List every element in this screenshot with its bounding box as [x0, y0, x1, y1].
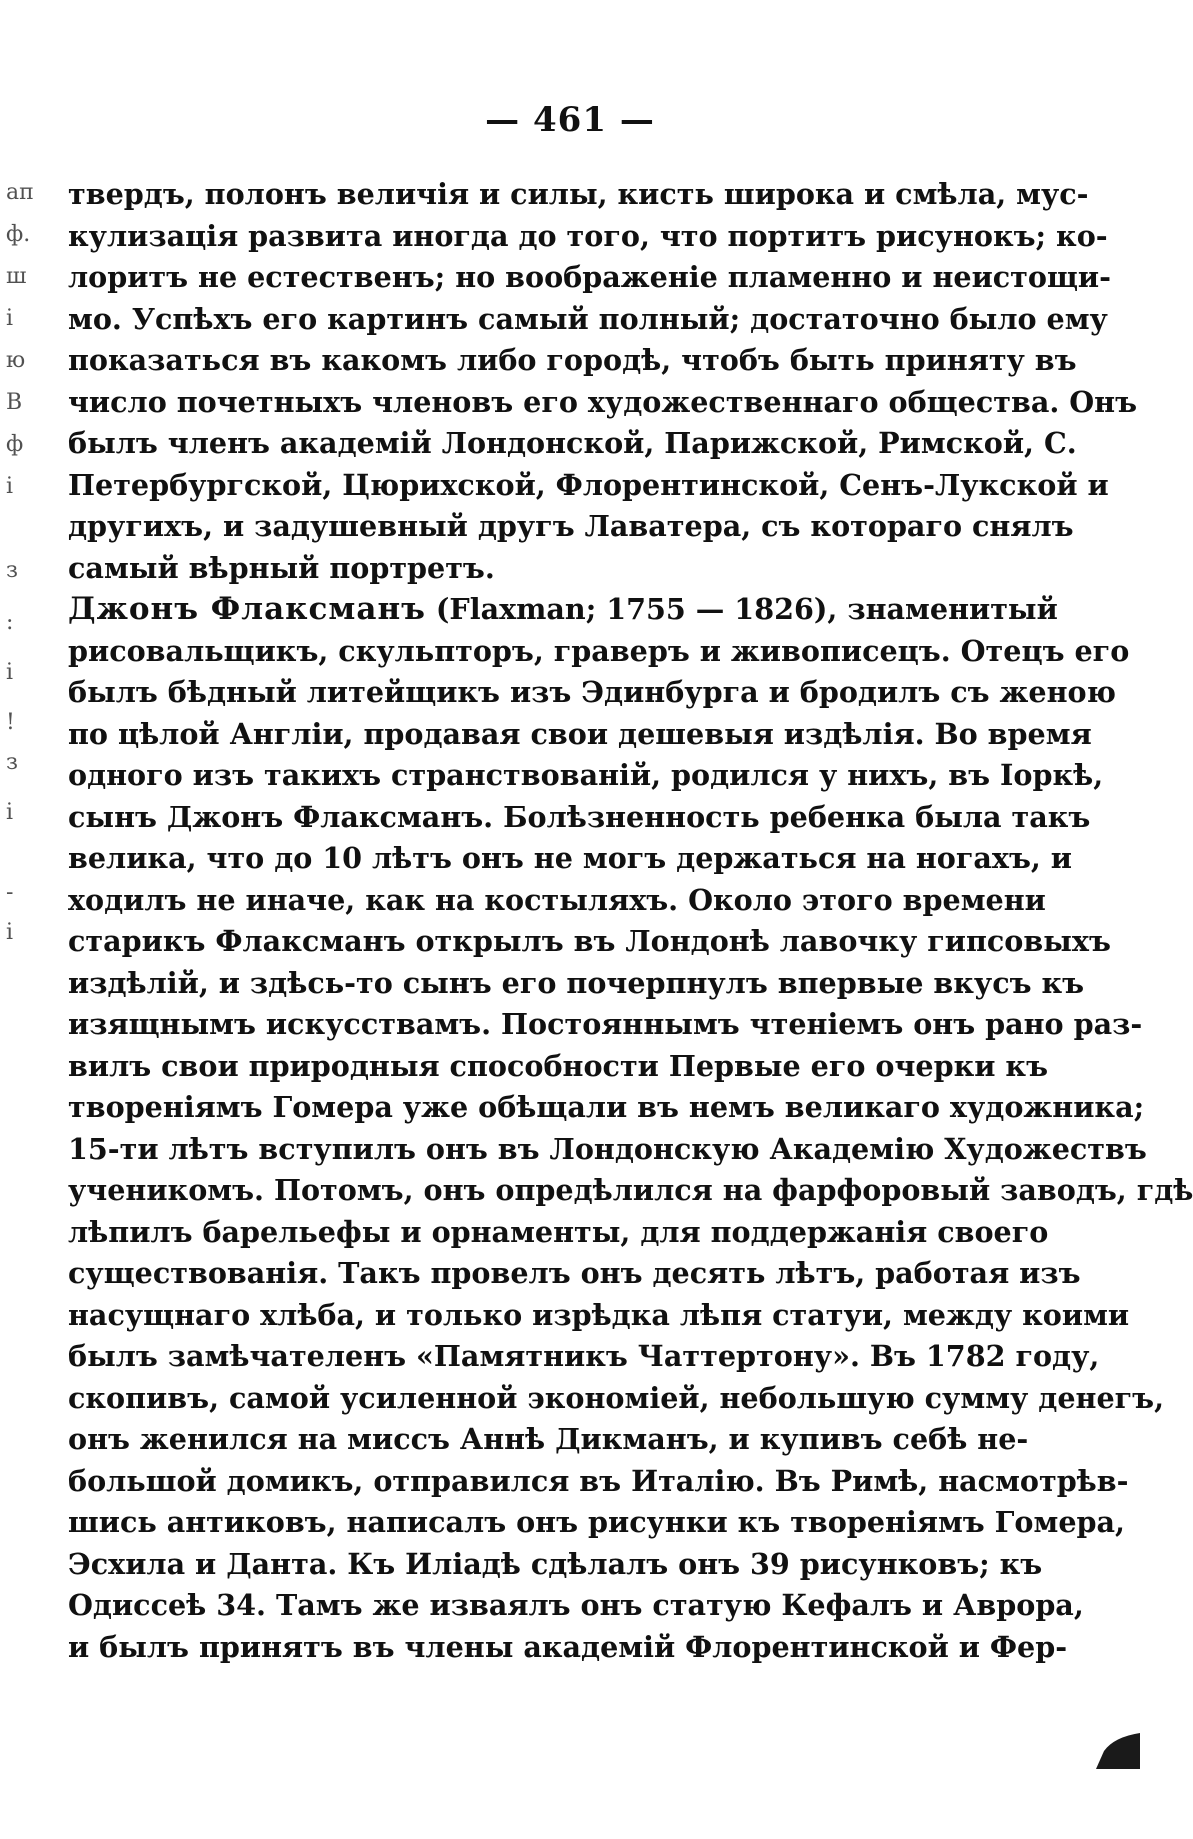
margin-fragment: і	[6, 920, 14, 945]
margin-fragment: ф.	[6, 222, 31, 247]
margin-fragment: з	[6, 750, 18, 775]
text-line: изящнымъ искусствамъ. Постояннымъ чтеніемъ онъ рано раз-	[68, 1007, 1143, 1041]
text-line: Эсхила и Данта. Къ Иліадѣ сдѣлалъ онъ 39 рисунковъ; къ	[68, 1546, 1043, 1581]
text-line: насущнаго хлѣба, и только изрѣдка лѣпя статуи, между коими	[68, 1297, 1130, 1332]
margin-fragment: ф	[6, 432, 24, 457]
text-line: лѣпилъ барельефы и орнаменты, для поддержанія своего	[68, 1214, 1049, 1249]
text-line: показаться въ какомъ либо городѣ, чтобъ быть приняту въ	[68, 343, 1077, 377]
text-line: вилъ свои природныя способности Первые его очерки къ	[68, 1048, 1049, 1083]
text-line: и былъ принятъ въ члены академій Флорентинской и Фер-	[68, 1629, 1068, 1664]
body-text	[68, 174, 1193, 1668]
text-line: существованія. Такъ провелъ онъ десять лѣтъ, работая изъ	[68, 1256, 1081, 1290]
text-line: рисовальщикъ, скульпторъ, граверъ и живописецъ. Отецъ его	[68, 633, 1130, 668]
text-line: издѣлій, и здѣсь-то сынъ его почерпнулъ впервые вкусъ къ	[68, 965, 1085, 1000]
text-line: онъ женился на миссъ Аннѣ Дикманъ, и купивъ себѣ не-	[68, 1422, 1029, 1456]
page-corner-mark	[1094, 1729, 1140, 1769]
text-line: одного изъ такихъ странствованій, родился у нихъ, въ Іоркѣ,	[68, 758, 1104, 792]
text-line: по цѣлой Англіи, продавая свои дешевыя издѣлія. Во время	[68, 716, 1092, 751]
text-line: былъ бѣдный литейщикъ изъ Эдинбурга и бродилъ съ женою	[68, 675, 1116, 709]
text-line: былъ замѣчателенъ «Памятникъ Чаттертону». Въ 1782 году,	[68, 1339, 1100, 1373]
text-line: лоритъ не естественъ; но воображеніе пламенно и неистощи-	[68, 260, 1111, 294]
margin-fragment: і	[6, 306, 14, 331]
text-line: сынъ Джонъ Флаксманъ. Болѣзненность ребенка была такъ	[68, 799, 1091, 834]
margin-fragment: ш	[6, 264, 27, 289]
margin-fragment: -	[6, 880, 14, 905]
margin-fragment: і	[6, 800, 14, 825]
text-line: ученикомъ. Потомъ, онъ опредѣлился на фарфоровый заводъ, гдѣ	[68, 1173, 1193, 1207]
subject-dates: (Flaxman; 1755 — 1826), знаменитый	[425, 592, 1058, 626]
text-line: большой домикъ, отправился въ Италію. Въ Римѣ, насмотрѣв-	[68, 1463, 1129, 1498]
text-line: Петербургской, Цюрихской, Флорентинской, Сенъ-Лукской и	[68, 467, 1109, 502]
margin-fragment: і	[6, 660, 14, 685]
text-line: старикъ Флаксманъ открылъ въ Лондонѣ лавочку гипсовыхъ	[68, 924, 1111, 958]
margin-fragment: :	[6, 610, 14, 635]
text-line: мо. Успѣхъ его картинъ самый полный; достаточно было ему	[68, 301, 1108, 336]
margin-fragment: і	[6, 474, 14, 499]
text-line: твореніямъ Гомера уже обѣщали въ немъ великаго художника;	[68, 1090, 1145, 1124]
text-line: кулизація развита иногда до того, что портитъ рисунокъ; ко-	[68, 218, 1108, 253]
text-line: скопивъ, самой усиленной экономіей, небольшую сумму денегъ,	[68, 1380, 1165, 1415]
margin-fragment: ю	[6, 348, 26, 373]
text-line: 15-ти лѣтъ вступилъ онъ въ Лондонскую Академію Художествъ	[68, 1131, 1147, 1166]
subject-name: Джонъ Флаксманъ	[68, 591, 426, 627]
left-margin-bleed-through	[6, 180, 52, 1180]
text-line: ходилъ не иначе, как на костыляхъ. Около этого времени	[68, 882, 1046, 917]
text-line: шись антиковъ, написалъ онъ рисунки къ твореніямъ Гомера,	[68, 1505, 1125, 1539]
text-line: велика, что до 10 лѣтъ онъ не могъ держаться на ногахъ, и	[68, 841, 1072, 875]
margin-fragment: ап	[6, 180, 34, 205]
page-number: — 461 —	[485, 100, 655, 140]
paragraph-heading-line	[68, 589, 1058, 631]
text-line: былъ членъ академій Лондонской, Парижской, Римской, С.	[68, 426, 1077, 460]
text-line: число почетныхъ членовъ его художественнаго общества. Онъ	[68, 384, 1138, 419]
text-line: другихъ, и задушевный другъ Лаватера, съ котораго снялъ	[68, 509, 1074, 543]
text-line: твердъ, полонъ величія и силы, кисть широка и смѣла, мус-	[68, 177, 1089, 211]
text-line: Одиссеѣ 34. Тамъ же изваялъ онъ статую Кефалъ и Аврора,	[68, 1588, 1084, 1622]
margin-fragment: з	[6, 558, 18, 583]
margin-fragment: В	[6, 390, 23, 415]
text-line: самый вѣрный портретъ.	[68, 550, 495, 585]
margin-fragment: !	[6, 710, 15, 735]
